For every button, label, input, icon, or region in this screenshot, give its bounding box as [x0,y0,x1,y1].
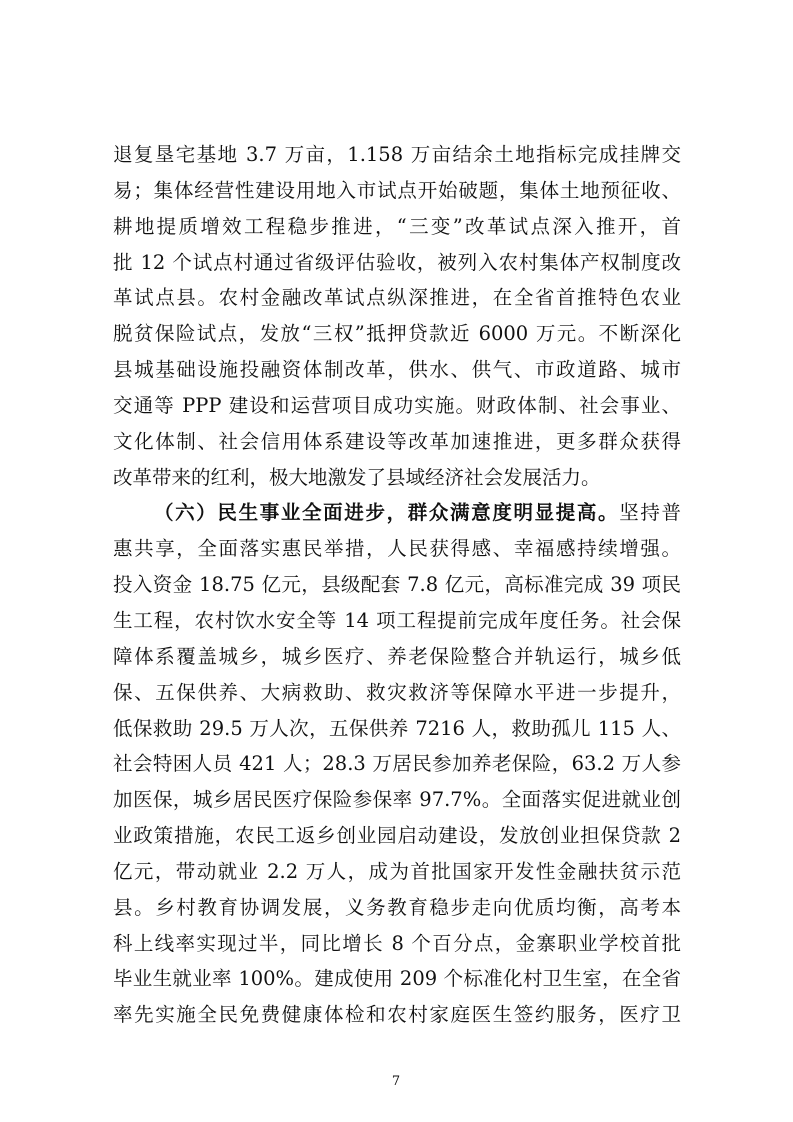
text-line: 加医保，城乡居民医疗保险参保率 97.7%。全面落实促进就业创 [113,788,681,812]
text-line: 改革带来的红利，极大地激发了县域经济社会发展活力。 [113,465,601,489]
paragraph-livelihood [113,495,681,1033]
text-line: 障体系覆盖城乡，城乡医疗、养老保险整合并轨运行，城乡低 [113,644,681,668]
text-line: 惠共享，全面落实惠民举措，人民获得感、幸福感持续增强。 [113,537,681,561]
paragraph-reform [113,137,681,495]
section-heading: （六）民生事业全面进步，群众满意度明显提高。 [154,501,620,525]
text-line: 革试点县。农村金融改革试点纵深推进，在全省首推特色农业 [113,286,681,310]
text-line: 县。乡村教育协调发展，义务教育稳步走向优质均衡，高考本 [113,895,681,919]
text-line: 耕地提质增效工程稳步推进，“三变”改革试点深入推开，首 [113,214,681,238]
section-heading-line [113,495,681,531]
text-line: 批 12 个试点村通过省级评估验收，被列入农村集体产权制度改 [113,250,681,274]
page-number: 7 [391,1074,401,1089]
text-line: 毕业生就业率 100%。建成使用 209 个标准化村卫生室，在全省 [113,967,681,991]
text-line: 交通等 PPP 建设和运营项目成功实施。财政体制、社会事业、 [113,393,681,417]
text-line: 生工程，农村饮水安全等 14 项工程提前完成年度任务。社会保 [113,608,681,632]
text-line: 率先实施全民免费健康体检和农村家庭医生签约服务，医疗卫 [113,1003,681,1027]
text-line: 低保救助 29.5 万人次，五保供养 7216 人，救助孤儿 115 人、 [113,716,681,740]
text-line: 脱贫保险试点，发放“三权”抵押贷款近 6000 万元。不断深化 [113,322,681,346]
text-line: 投入资金 18.75 亿元，县级配套 7.8 亿元，高标准完成 39 项民 [113,573,681,597]
text-line: 业政策措施，农民工返乡创业园启动建设，发放创业担保贷款 2 [113,824,681,848]
text-line: 县城基础设施投融资体制改革，供水、供气、市政道路、城市 [113,358,681,382]
text-line: 亿元，带动就业 2.2 万人，成为首批国家开发性金融扶贫示范 [113,859,681,883]
text-line: 科上线率实现过半，同比增长 8 个百分点，金寨职业学校首批 [113,931,681,955]
text-line: 保、五保供养、大病救助、救灾救济等保障水平进一步提升， [113,680,681,704]
body-text [113,137,681,1033]
text-line: 易；集体经营性建设用地入市试点开始破题，集体土地预征收、 [113,178,681,202]
section-heading-tail: 坚持普 [619,501,681,525]
text-line: 社会特困人员 421 人；28.3 万居民参加养老保险，63.2 万人参 [113,752,681,776]
text-line: 退复垦宅基地 3.7 万亩，1.158 万亩结余土地指标完成挂牌交 [113,143,681,166]
text-line: 文化体制、社会信用体系建设等改革加速推进，更多群众获得 [113,429,681,453]
